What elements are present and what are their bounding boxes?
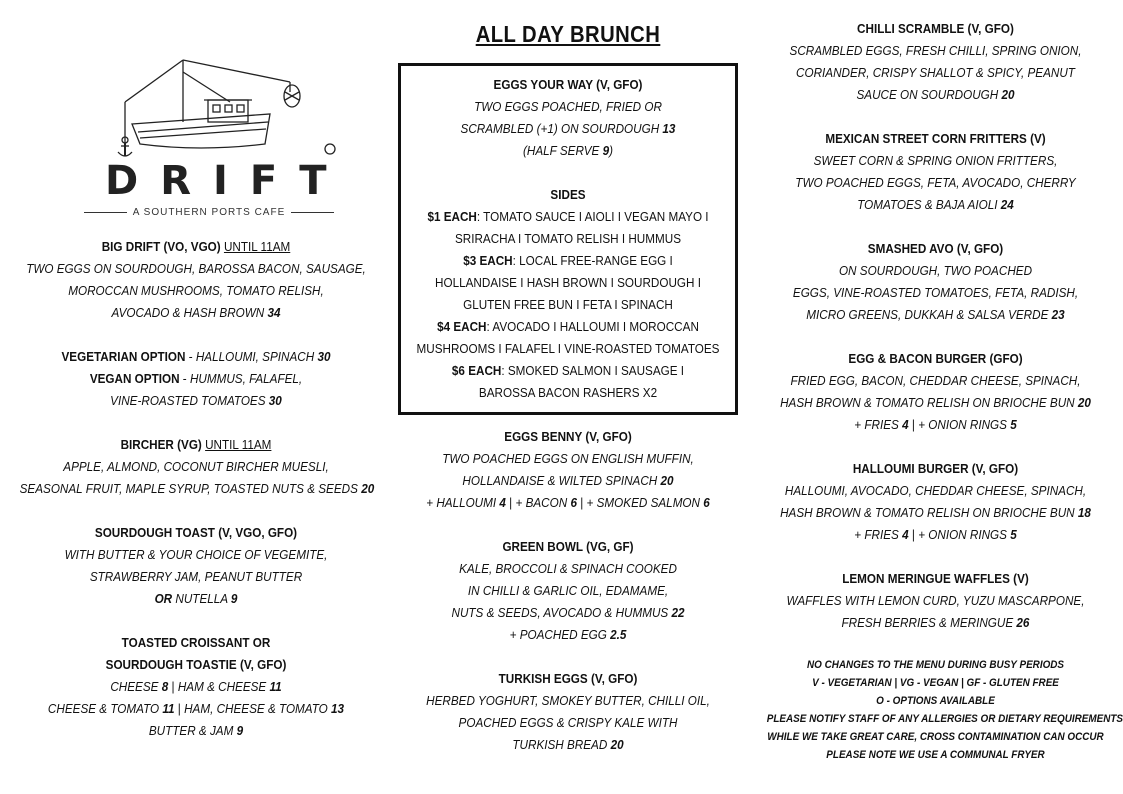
note-line: O - OPTIONS AVAILABLE bbox=[876, 695, 995, 707]
item-desc: SCRAMBLED EGGS, FRESH CHILLI, SPRING ONION, bbox=[789, 43, 1082, 58]
brand-name: DRIFT bbox=[105, 158, 349, 204]
item-title: MEXICAN STREET CORN FRITTERS (V) bbox=[825, 131, 1046, 146]
item-desc: SAUCE ON SOURDOUGH 20 bbox=[856, 87, 1015, 102]
item-desc: KALE, BROCCOLI & SPINACH COOKED bbox=[459, 561, 677, 576]
item-addons: + HALLOUMI 4 | + BACON 6 | + SMOKED SALMON 6 bbox=[426, 495, 710, 510]
item-title: BIG DRIFT (VO, VGO) bbox=[101, 239, 221, 254]
item-desc: ON SOURDOUGH, TWO POACHED bbox=[838, 263, 1033, 278]
note-line: WHILE WE TAKE GREAT CARE, CROSS CONTAMINATION CAN OCCUR bbox=[767, 731, 1104, 743]
vegetarian-option: VEGETARIAN OPTION - HALLOUMI, SPINACH 30 bbox=[61, 349, 331, 364]
sides-line: MUSHROOMS I FALAFEL I VINE-ROASTED TOMATOES bbox=[416, 341, 720, 356]
item-title: SOURDOUGH TOASTIE (V, GFO) bbox=[105, 657, 287, 672]
item-desc: NUTS & SEEDS, AVOCADO & HUMMUS 22 bbox=[451, 605, 685, 620]
note-line: PLEASE NOTE WE USE A COMMUNAL FRYER bbox=[826, 749, 1045, 761]
tagline-text: A SOUTHERN PORTS CAFE bbox=[132, 207, 286, 218]
note-line: V - VEGETARIAN | VG - VEGAN | GF - GLUTEN FREE bbox=[812, 677, 1059, 689]
item-desc: HALLOUMI, AVOCADO, CHEDDAR CHEESE, SPINACH, bbox=[784, 483, 1087, 498]
sides-line: $3 EACH: LOCAL FREE-RANGE EGG I bbox=[463, 253, 673, 268]
sides-line: BAROSSA BACON RASHERS X2 bbox=[478, 385, 658, 400]
item-title: SOURDOUGH TOAST (V, VGO, GFO) bbox=[94, 525, 298, 540]
sides-line: $4 EACH: AVOCADO I HALLOUMI I MOROCCAN bbox=[437, 319, 699, 334]
item-title: HALLOUMI BURGER (V, GFO) bbox=[852, 461, 1019, 476]
item-desc: OR NUTELLA 9 bbox=[154, 591, 238, 606]
item-title: EGG & BACON BURGER (GFO) bbox=[848, 351, 1023, 366]
item-desc: HASH BROWN & TOMATO RELISH ON BRIOCHE BUN 18 bbox=[780, 505, 1091, 520]
sides-line: GLUTEN FREE BUN I FETA I SPINACH bbox=[463, 297, 673, 312]
sides-line: $6 EACH: SMOKED SALMON I SAUSAGE I bbox=[451, 363, 685, 378]
item-time-note: UNTIL 11AM bbox=[205, 437, 272, 452]
item-desc: (HALF SERVE 9) bbox=[523, 143, 613, 158]
item-desc: HASH BROWN & TOMATO RELISH ON BRIOCHE BUN 20 bbox=[780, 395, 1091, 410]
item-price: 20 bbox=[361, 481, 375, 496]
item-price: 9 bbox=[230, 591, 238, 606]
tagline-rule-left bbox=[84, 212, 127, 213]
item-time-note: UNTIL 11AM bbox=[223, 239, 291, 254]
item-desc: MOROCCAN MUSHROOMS, TOMATO RELISH, bbox=[68, 283, 324, 298]
item-desc: WITH BUTTER & YOUR CHOICE OF VEGEMITE, bbox=[64, 547, 328, 562]
big-drift-item bbox=[20, 236, 373, 258]
item-desc: TWO POACHED EGGS, FETA, AVOCADO, CHERRY bbox=[795, 175, 1076, 190]
item-desc: FRIED EGG, BACON, CHEDDAR CHEESE, SPINACH, bbox=[790, 373, 1081, 388]
item-desc: POACHED EGGS & CRISPY KALE WITH bbox=[458, 715, 678, 730]
item-desc: APPLE, ALMOND, COCONUT BIRCHER MUESLI, bbox=[63, 459, 329, 474]
item-desc: HERBED YOGHURT, SMOKEY BUTTER, CHILLI OIL, bbox=[426, 693, 710, 708]
menu-column-center bbox=[398, 0, 738, 48]
sides-line: HOLLANDAISE I HASH BROWN I SOURDOUGH I bbox=[435, 275, 701, 290]
bircher-item bbox=[20, 434, 373, 456]
note-line: NO CHANGES TO THE MENU DURING BUSY PERIODS bbox=[806, 659, 1065, 671]
item-desc: VINE-ROASTED TOMATOES 30 bbox=[110, 393, 282, 408]
item-title: BIRCHER (VG) bbox=[120, 437, 202, 452]
item-desc: EGGS, VINE-ROASTED TOMATOES, FETA, RADISH, bbox=[792, 285, 1079, 300]
item-desc: SWEET CORN & SPRING ONION FRITTERS, bbox=[813, 153, 1058, 168]
item-addons: + FRIES 4 | + ONION RINGS 5 bbox=[854, 527, 1017, 542]
item-desc: TWO POACHED EGGS ON ENGLISH MUFFIN, bbox=[442, 451, 694, 466]
item-desc: BUTTER & JAM 9 bbox=[148, 723, 244, 738]
item-title: CHILLI SCRAMBLE (V, GFO) bbox=[857, 21, 1014, 36]
item-desc: SCRAMBLED (+1) ON SOURDOUGH 13 bbox=[460, 121, 676, 136]
item-title: LEMON MERINGUE WAFFLES (V) bbox=[842, 571, 1029, 586]
item-desc: CHEESE & TOMATO 11 | HAM, CHEESE & TOMATO 13 bbox=[47, 701, 345, 716]
item-desc: STRAWBERRY JAM, PEANUT BUTTER bbox=[89, 569, 303, 584]
item-desc: TWO EGGS ON SOURDOUGH, BAROSSA BACON, SAUSAGE, bbox=[26, 261, 366, 276]
item-title: TOASTED CROISSANT OR bbox=[121, 635, 271, 650]
item-title: EGGS YOUR WAY (V, GFO) bbox=[493, 77, 643, 92]
item-desc: TURKISH BREAD 20 bbox=[512, 737, 624, 752]
vegan-option: VEGAN OPTION - HUMMUS, FALAFEL, bbox=[89, 371, 303, 386]
item-desc: AVOCADO & HASH BROWN 34 bbox=[111, 305, 281, 320]
lower-center-items bbox=[398, 426, 738, 756]
sides-line: SRIRACHA I TOMATO RELISH I HUMMUS bbox=[454, 231, 682, 246]
sides-heading: SIDES bbox=[550, 187, 586, 202]
item-desc: TOMATOES & BAJA AIOLI 24 bbox=[857, 197, 1014, 212]
item-title: TURKISH EGGS (V, GFO) bbox=[498, 671, 638, 686]
item-title: GREEN BOWL (VG, GF) bbox=[502, 539, 634, 554]
item-price: 30 bbox=[317, 349, 331, 364]
item-desc: HOLLANDAISE & WILTED SPINACH 20 bbox=[462, 473, 674, 488]
item-title: SMASHED AVO (V, GFO) bbox=[867, 241, 1004, 256]
menu-column-right bbox=[748, 18, 1123, 634]
item-desc: CHEESE 8 | HAM & CHEESE 11 bbox=[110, 679, 282, 694]
sides-line: $1 EACH: TOMATO SAUCE I AIOLI I VEGAN MAYO I bbox=[427, 209, 709, 224]
page-title: ALL DAY BRUNCH bbox=[475, 21, 661, 47]
note-line: PLEASE NOTIFY STAFF OF ANY ALLERGIES OR DIETARY REQUIREMENTS bbox=[766, 713, 1123, 725]
item-desc: IN CHILLI & GARLIC OIL, EDAMAME, bbox=[467, 583, 669, 598]
item-desc: MICRO GREENS, DUKKAH & SALSA VERDE 23 bbox=[806, 307, 1065, 322]
item-price: 30 bbox=[268, 393, 282, 408]
item-desc: TWO EGGS POACHED, FRIED OR bbox=[474, 99, 662, 114]
boxed-content bbox=[398, 74, 738, 404]
item-desc: WAFFLES WITH LEMON CURD, YUZU MASCARPONE, bbox=[786, 593, 1085, 608]
item-title: EGGS BENNY (V, GFO) bbox=[504, 429, 632, 444]
item-addons: + POACHED EGG 2.5 bbox=[509, 627, 627, 642]
item-desc: FRESH BERRIES & MERINGUE 26 bbox=[841, 615, 1030, 630]
item-desc: SEASONAL FRUIT, MAPLE SYRUP, TOASTED NUTS & SEEDS 20 bbox=[19, 481, 375, 496]
brand-tagline bbox=[84, 207, 334, 218]
menu-column-left bbox=[0, 236, 392, 742]
item-addons: + FRIES 4 | + ONION RINGS 5 bbox=[854, 417, 1017, 432]
item-desc: CORIANDER, CRISPY SHALLOT & SPICY, PEANUT bbox=[796, 65, 1075, 80]
item-price: 34 bbox=[267, 305, 281, 320]
tagline-rule-right bbox=[291, 212, 334, 213]
menu-notes bbox=[748, 656, 1123, 764]
